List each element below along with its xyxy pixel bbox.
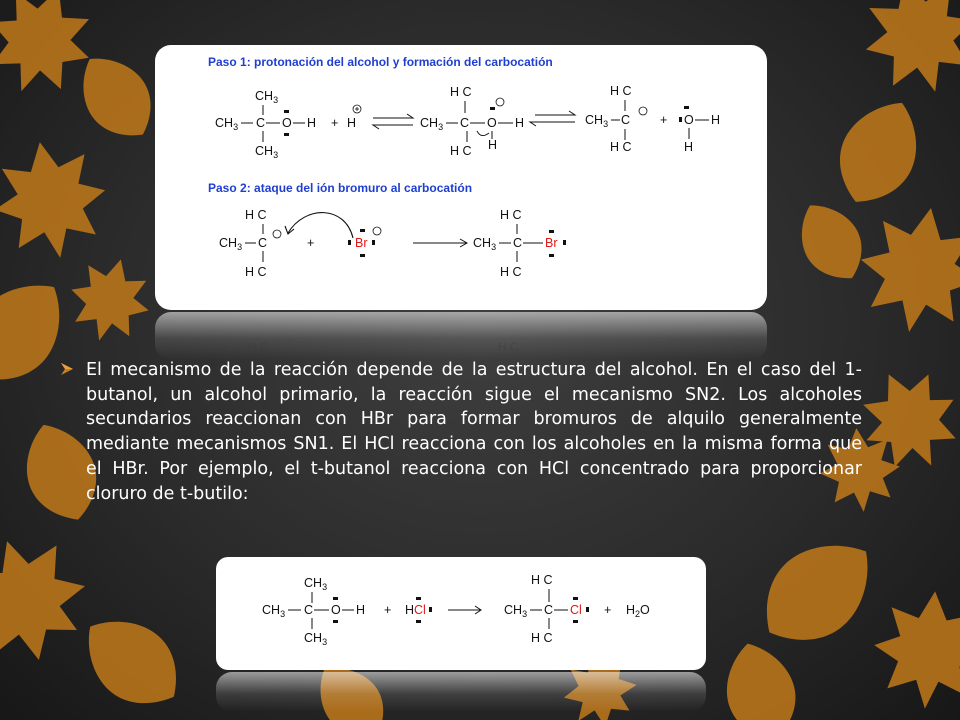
svg-text:H: H [347, 116, 357, 130]
svg-text:H: H [711, 113, 721, 127]
svg-text:Cl: Cl [570, 603, 582, 617]
svg-text:C: C [304, 603, 314, 617]
card-reflection [155, 312, 767, 360]
t-butyl-chloride-molecule [504, 573, 589, 645]
svg-text:H C: H C [500, 265, 522, 279]
svg-text:H C: H C [450, 85, 472, 99]
svg-text:H C: H C [531, 631, 553, 645]
svg-text:CH3: $CH_3$ [473, 236, 497, 252]
svg-text:C: C [460, 116, 470, 130]
svg-text:+: + [331, 116, 339, 130]
mechanism-diagram [155, 45, 767, 310]
svg-text:HCl: HCl [405, 603, 426, 617]
svg-text:C: C [544, 603, 554, 617]
reflection-text: H C [248, 340, 269, 354]
hydrogen-chloride [405, 597, 432, 623]
carbocation-molecule [585, 84, 647, 154]
svg-text:+: + [604, 603, 612, 617]
svg-text:H: H [307, 116, 317, 130]
svg-text:H C: H C [245, 265, 267, 279]
svg-text:O: O [487, 116, 497, 130]
svg-text:H C: H C [610, 84, 632, 98]
svg-text:H C: H C [500, 208, 522, 222]
svg-text:H C: H C [610, 140, 632, 154]
svg-text:Br: Br [545, 236, 558, 250]
t-butanol-molecule [262, 576, 365, 647]
svg-text:C: C [256, 116, 266, 130]
svg-text:+: + [307, 236, 315, 250]
step1-title: Paso 1: protonación del alcohol y formación del carbocatión [208, 55, 553, 69]
reflection-text: H C [498, 340, 519, 354]
oxonium-molecule [420, 85, 524, 158]
equilibrium-arrow [373, 114, 413, 129]
svg-text:O: O [331, 603, 341, 617]
equilibrium-arrow [530, 111, 575, 126]
reaction-card [216, 557, 706, 670]
svg-text:CH3: $CH_3$ [215, 116, 239, 132]
svg-text:H C: H C [450, 144, 472, 158]
svg-text:H C: H C [245, 208, 267, 222]
mechanism-card [155, 45, 767, 310]
bromide-ion [348, 227, 381, 257]
svg-text:H: H [684, 140, 694, 154]
card-reflection [216, 672, 706, 712]
carbocation-molecule [219, 208, 281, 279]
svg-text:H: H [515, 116, 525, 130]
reaction-diagram [216, 557, 706, 670]
svg-text:CH3: $CH_3$ [304, 631, 328, 647]
svg-text:CH3: $CH_3$ [504, 603, 528, 619]
body-text: El mecanismo de la reacción depende de la estructura del alcohol. En el caso del 1-butanol, un alcohol primario, la reacción sigue el mecanismo SN2. Los alcoholes secundarios reaccionan con HBr para formar bromuros de alquilo generalmente mediante mecanismos SN1. El HCl reacciona con los alcoholes en la misma forma que el HBr. Por ejemplo, el t-butanol reacciona con HCl concentrado para proporcionar cloruro de t-butilo: [86, 360, 862, 504]
svg-text:+: + [384, 603, 392, 617]
t-butanol-molecule [215, 89, 316, 160]
t-butyl-bromide-molecule [473, 208, 566, 279]
svg-text:H: H [356, 603, 366, 617]
svg-text:CH3: $CH_3$ [255, 89, 279, 105]
water-product: $H_2O$ [626, 603, 650, 619]
svg-text:O: O [684, 113, 694, 127]
svg-text:CH3: $CH_3$ [420, 116, 444, 132]
svg-text:+: + [660, 113, 668, 127]
svg-text:C: C [621, 113, 631, 127]
svg-text:CH3: $CH_3$ [304, 576, 328, 592]
svg-text:CH3: $CH_3$ [262, 603, 286, 619]
svg-text:CH3: $CH_3$ [255, 144, 279, 160]
svg-text:H C: H C [531, 573, 553, 587]
svg-text:O: O [282, 116, 292, 130]
arrow-bullet-icon [60, 362, 74, 376]
svg-text:C: C [513, 236, 523, 250]
svg-text:CH3: $CH_3$ [219, 236, 243, 252]
svg-text:H: H [488, 138, 498, 152]
step2-title: Paso 2: ataque del ión bromuro al carbocatión [208, 181, 473, 195]
svg-text:Br: Br [355, 236, 368, 250]
svg-text:CH3: $CH_3$ [585, 113, 609, 129]
water-molecule [679, 106, 720, 154]
curved-arrow [288, 213, 353, 238]
svg-text:C: C [258, 236, 268, 250]
